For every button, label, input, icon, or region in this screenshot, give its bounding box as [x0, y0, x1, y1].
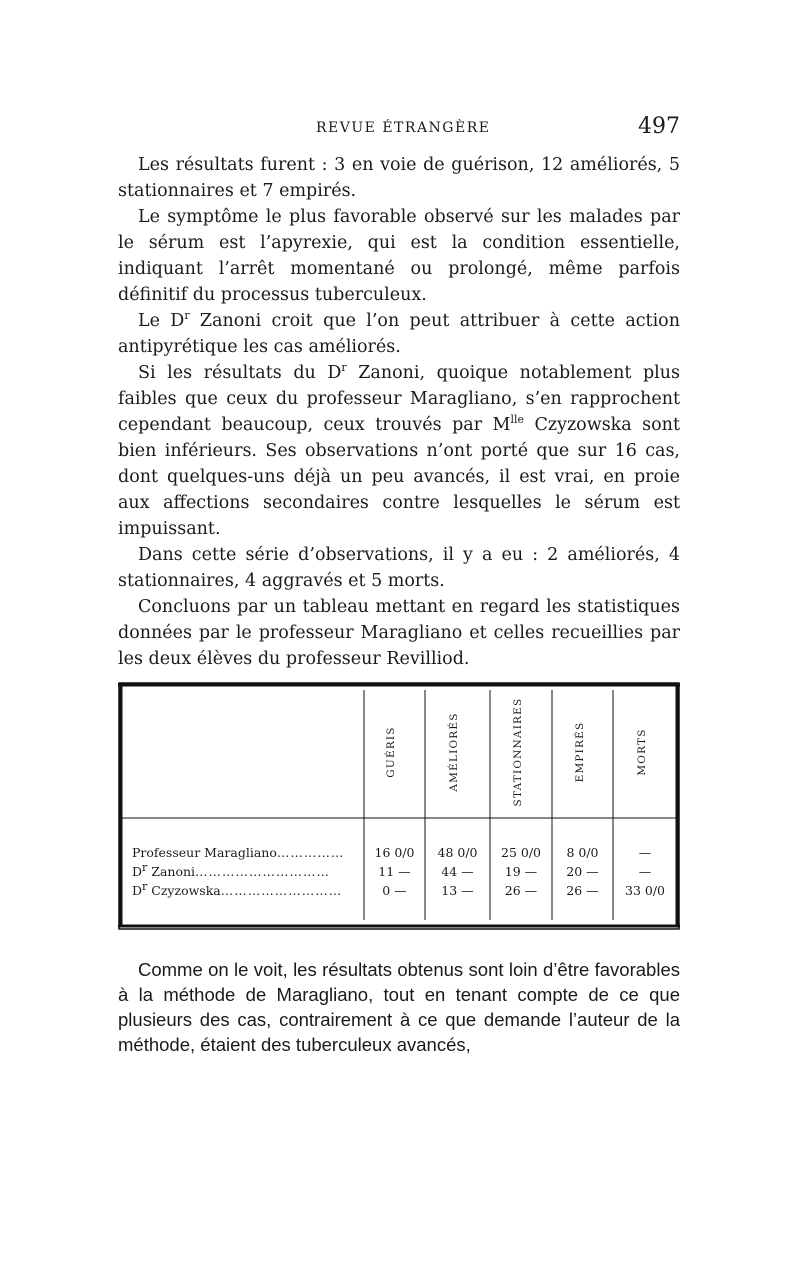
row-label-text: Zanoni	[147, 864, 196, 879]
superscript: lle	[510, 413, 525, 427]
table-cell: 19 —	[504, 864, 538, 879]
row-label-text: Professeur Maragliano	[132, 845, 277, 860]
table-cell: 48 0/0	[437, 845, 478, 860]
running-head: REVUE ÉTRANGÈRE	[316, 120, 491, 136]
text-run: Le D	[138, 311, 185, 331]
superscript: r	[341, 361, 347, 375]
row-label-text: D	[132, 864, 143, 879]
text-run: Zanoni croit que l’on peut attribuer à cette action antipyrétique les cas améliorés.	[118, 311, 680, 357]
paragraph-final: Comme on le voit, les résultats obtenus sont loin d’être favorables à la méthode de Maragliano, tout en tenant compte de ce que plusieurs des cas, contrairement à ce que demande l’auteur de la méthode, étaient des tuberculeux avancés,	[118, 959, 680, 1055]
leader-dots: ……………	[276, 845, 345, 860]
row-label-text: Czyzowska	[147, 883, 221, 898]
table-cell: 0 —	[382, 883, 407, 898]
paragraph-comparison	[118, 360, 680, 542]
paragraph-series: Dans cette série d’observations, il y a eu : 2 améliorés, 4 stationnaires, 4 aggravés et 5 morts.	[118, 545, 680, 591]
paragraph-conclusion: Concluons par un tableau mettant en regard les statistiques données par le professeur Maragliano et celles recueillies par les deux élèves du professeur Revilliod.	[118, 597, 680, 669]
leader-dots: ………………………	[220, 883, 343, 898]
table-cell: 16 0/0	[374, 845, 415, 860]
table-cell: 26 —	[504, 883, 538, 898]
table-cell: —	[638, 845, 652, 860]
column-head-stationnaires: STATIONNAIRES	[512, 697, 524, 807]
superscript: r	[142, 863, 148, 874]
table-cell: 26 —	[566, 883, 599, 898]
row-label-maragliano	[132, 844, 362, 861]
leader-dots: …………………………	[195, 864, 331, 879]
table-cell: 20 —	[566, 864, 599, 879]
row-label-text: D	[132, 883, 143, 898]
table-cell: 44 —	[441, 864, 474, 879]
column-head-empires: EMPIRÉS	[574, 721, 586, 783]
table-cell: 8 0/0	[566, 845, 599, 860]
row-label-zanoni	[132, 863, 362, 880]
statistics-table	[118, 680, 680, 932]
text-run: Zanoni, quoique notablement plus faibles que ceux du professeur Maragliano, s’en rapprochent cependant beaucoup, ceux trouvés par M	[118, 363, 680, 435]
paragraph-symptom: Le symptôme le plus favorable observé sur les malades par le sérum est l’apyrexie, qui est la condition essentielle, indiquant l’arrêt momentané ou prolongé, même parfois définitif du processus tuberculeux.	[118, 207, 680, 305]
table-cell: —	[638, 864, 652, 879]
row-label-czyzowska	[132, 882, 362, 899]
page-header	[118, 116, 680, 146]
page-number: 497	[638, 114, 680, 139]
table-cell: 25 0/0	[501, 845, 541, 860]
table-cell: 33 0/0	[625, 883, 665, 898]
superscript: r	[184, 309, 190, 323]
text-run: Si les résultats du D	[138, 363, 342, 383]
table-cell: 11 —	[378, 864, 411, 879]
column-head-morts: MORTS	[636, 728, 648, 776]
superscript: r	[142, 882, 148, 893]
column-head-ameliores: AMÉLIORÉS	[448, 712, 460, 792]
paragraph-results: Les résultats furent : 3 en voie de guérison, 12 améliorés, 5 stationnaires et 7 empirés.	[118, 155, 680, 201]
text-run: Czyzowska sont bien inférieurs. Ses observations n’ont porté que sur 16 cas, dont quelques-uns déjà un peu avancés, il est vrai, en proie aux affections secondaires contre lesquelles le sérum est impuissant.	[118, 415, 680, 539]
table-cell: 13 —	[441, 883, 474, 898]
paragraph-zanoni	[118, 308, 680, 360]
column-head-gueris: GUÉRIS	[385, 726, 397, 778]
